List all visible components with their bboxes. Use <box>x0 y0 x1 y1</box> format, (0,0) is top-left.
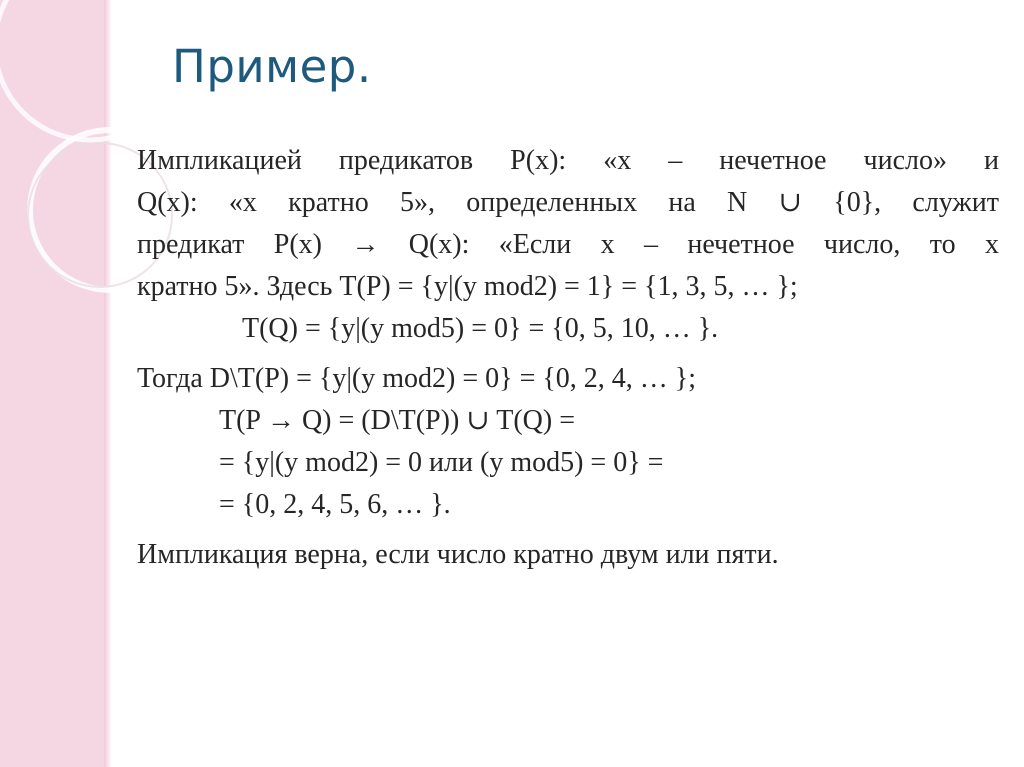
text-line: кратно 5». Здесь T(P) = {y|(y mod2) = 1} = {1, 3, 5, … }; <box>137 271 798 302</box>
formula-line: = {0, 2, 4, 5, 6, … }. <box>219 489 451 520</box>
paragraph-gap <box>137 526 999 534</box>
text-line: Импликацией предикатов P(x): «x – нечетное число» и <box>137 145 999 176</box>
slide-title: Пример. <box>172 40 372 93</box>
text-line: Тогда D\T(P) = {y|(y mod2) = 0} = {0, 2, 4, … }; <box>137 363 697 394</box>
formula-line: = {y|(y mod2) = 0 или (y mod5) = 0} = <box>219 447 664 478</box>
slide-body <box>137 140 999 576</box>
paragraph-gap <box>137 350 999 358</box>
text-line: предикат P(x) → Q(x): «Если x – нечетное число, то x <box>137 229 999 260</box>
text-line: Q(x): «x кратно 5», определенных на N ∪ {0}, служит <box>137 187 999 218</box>
slide <box>112 0 1024 767</box>
conclusion-text: Импликация верна, если число кратно двум или пяти. <box>137 539 779 570</box>
formula-line: T(Q) = {y|(y mod5) = 0} = {0, 5, 10, … }. <box>242 313 719 344</box>
formula-line: T(P → Q) = (D\T(P)) ∪ T(Q) = <box>219 405 575 436</box>
